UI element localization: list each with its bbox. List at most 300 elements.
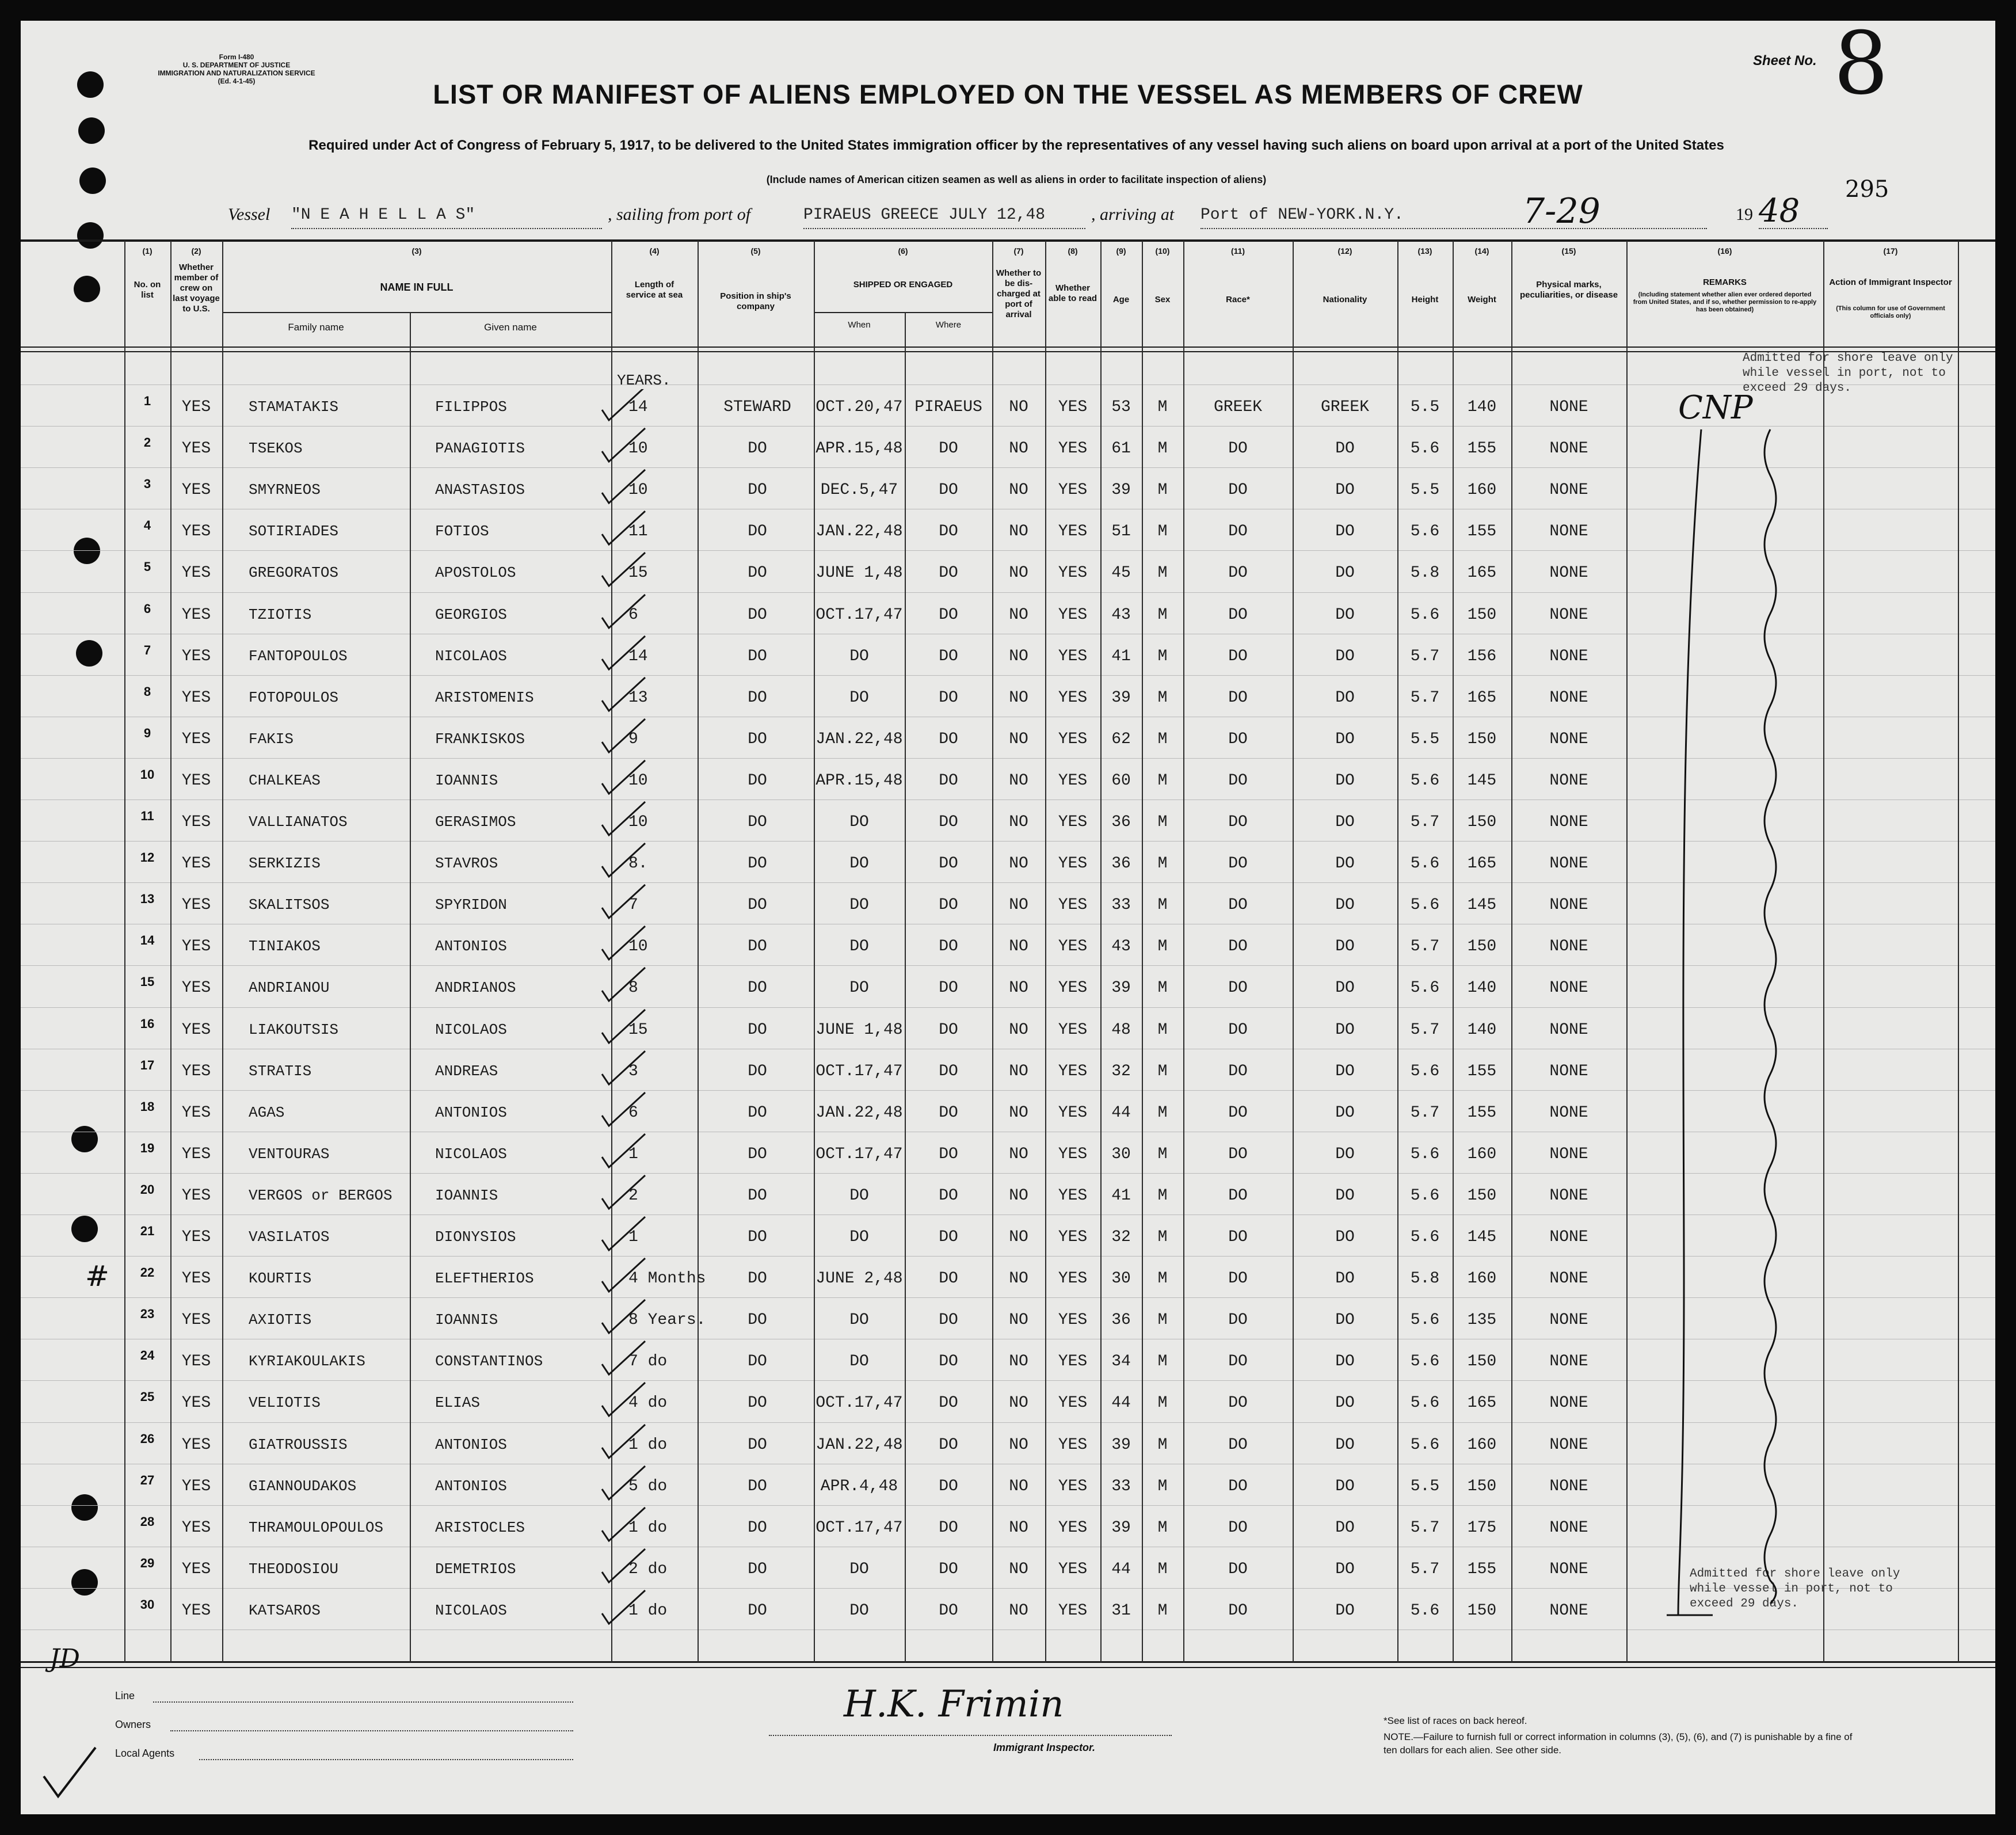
col-divider xyxy=(1958,241,1959,1662)
cell-given: FOTIOS xyxy=(435,523,489,540)
cell-marks: NONE xyxy=(1549,1436,1588,1454)
cell-sex: M xyxy=(1157,689,1168,707)
cell-given: FRANKISKOS xyxy=(435,730,525,748)
cell-where: DO xyxy=(939,481,958,499)
row-rule xyxy=(21,384,1995,385)
cell-no: 27 xyxy=(140,1473,155,1487)
cell-discharged: NO xyxy=(1009,564,1028,582)
cell-when: DO xyxy=(849,813,869,831)
cell-service: 10 xyxy=(628,938,648,955)
cell-weight: 145 xyxy=(1467,772,1497,790)
form-edition: (Ed. 4-1-45) xyxy=(218,77,256,85)
cell-age: 39 xyxy=(1111,1436,1131,1454)
cell-race: DO xyxy=(1228,1311,1248,1329)
vessel-port: PIRAEUS GREECE JULY 12,48 xyxy=(803,206,1046,224)
cell-position: DO xyxy=(748,1519,767,1537)
col6-header: SHIPPED OR ENGAGED xyxy=(853,280,953,290)
cell-when: DO xyxy=(849,979,869,997)
cell-read: YES xyxy=(1058,1021,1088,1039)
cell-age: 39 xyxy=(1111,979,1131,997)
cell-crew: YES xyxy=(181,648,211,665)
cell-when: DO xyxy=(849,1353,869,1370)
cell-weight: 165 xyxy=(1467,855,1497,873)
cell-crew: YES xyxy=(181,1021,211,1039)
cell-where: DO xyxy=(939,979,958,997)
cell-weight: 165 xyxy=(1467,689,1497,707)
cell-crew: YES xyxy=(181,1436,211,1454)
vessel-line xyxy=(228,191,1897,233)
cell-discharged: NO xyxy=(1009,1187,1028,1205)
cell-service: 4 Months xyxy=(628,1270,706,1288)
cell-when: JUNE 2,48 xyxy=(815,1270,903,1288)
cell-when: APR.4,48 xyxy=(820,1478,898,1495)
cell-position: DO xyxy=(748,1311,767,1329)
cell-no: 14 xyxy=(140,933,155,947)
cell-when: DO xyxy=(849,855,869,873)
cell-marks: NONE xyxy=(1549,896,1588,914)
cell-weight: 160 xyxy=(1467,1270,1497,1288)
col2-number: (2) xyxy=(191,246,201,256)
inspector-label: Immigrant Inspector. xyxy=(993,1742,1096,1753)
cell-marks: NONE xyxy=(1549,1519,1588,1537)
cell-nationality: DO xyxy=(1335,730,1355,748)
cell-race: DO xyxy=(1228,1436,1248,1454)
cell-when: OCT.17,47 xyxy=(815,606,903,624)
cell-nationality: DO xyxy=(1335,1063,1355,1080)
cell-read: YES xyxy=(1058,1270,1088,1288)
cell-where: DO xyxy=(939,606,958,624)
cell-discharged: NO xyxy=(1009,440,1028,458)
cell-discharged: NO xyxy=(1009,398,1028,416)
col16-header: REMARKS xyxy=(1703,277,1747,287)
cell-service: 2 xyxy=(628,1187,638,1205)
cell-given: NICOLAOS xyxy=(435,1602,507,1619)
cell-family: GIANNOUDAKOS xyxy=(249,1478,357,1495)
checkmark xyxy=(602,511,645,545)
cell-height: 5.5 xyxy=(1410,398,1440,416)
checkmark xyxy=(602,1425,645,1458)
cell-nationality: DO xyxy=(1335,1436,1355,1454)
cell-marks: NONE xyxy=(1549,1311,1588,1329)
cell-weight: 160 xyxy=(1467,1145,1497,1163)
cell-sex: M xyxy=(1157,938,1168,955)
form-department: U. S. DEPARTMENT OF JUSTICE xyxy=(182,61,291,69)
cell-no: 12 xyxy=(140,850,155,865)
cell-height: 5.8 xyxy=(1410,564,1440,582)
cell-service: 10 xyxy=(628,772,648,790)
cell-crew: YES xyxy=(181,1187,211,1205)
cell-family: SMYRNEOS xyxy=(249,481,321,498)
cell-sex: M xyxy=(1157,398,1168,416)
cell-discharged: NO xyxy=(1009,855,1028,873)
cell-read: YES xyxy=(1058,1519,1088,1537)
cell-given: NICOLAOS xyxy=(435,1021,507,1038)
cell-when: JAN.22,48 xyxy=(815,1104,903,1122)
cell-race: DO xyxy=(1228,1270,1248,1288)
col15-number: (15) xyxy=(1561,246,1576,256)
cell-no: 17 xyxy=(140,1058,155,1072)
cell-where: DO xyxy=(939,1602,958,1620)
cell-discharged: NO xyxy=(1009,1063,1028,1080)
cell-position: DO xyxy=(748,730,767,748)
cell-position: DO xyxy=(748,440,767,458)
cell-height: 5.6 xyxy=(1410,440,1440,458)
cell-age: 48 xyxy=(1111,1021,1131,1039)
cell-height: 5.7 xyxy=(1410,648,1440,665)
cell-given: ARISTOMENIS xyxy=(435,689,534,706)
cell-discharged: NO xyxy=(1009,730,1028,748)
cell-no: 5 xyxy=(143,559,151,574)
cell-discharged: NO xyxy=(1009,1270,1028,1288)
cell-height: 5.6 xyxy=(1410,606,1440,624)
cell-sex: M xyxy=(1157,1436,1168,1454)
cell-race: DO xyxy=(1228,481,1248,499)
cell-family: TINIAKOS xyxy=(249,938,321,955)
cell-crew: YES xyxy=(181,772,211,790)
cell-service: 8 xyxy=(628,979,638,997)
col7-number: (7) xyxy=(1013,246,1024,256)
cell-weight: 155 xyxy=(1467,1063,1497,1080)
cell-family: KATSAROS xyxy=(249,1602,321,1619)
penalty-note: NOTE.—Failure to furnish full or correct information in columns (3), (5), (6), and (7) is punishable by a fine of ten dollars for each alien. See other side. xyxy=(1384,1731,1853,1756)
cell-where: DO xyxy=(939,1063,958,1080)
form-number: Form I-480 xyxy=(219,53,254,61)
vessel-arriving-label: , arriving at xyxy=(1091,205,1175,224)
cell-nationality: DO xyxy=(1335,606,1355,624)
col4-number: (4) xyxy=(649,246,660,256)
cell-when: DO xyxy=(849,1187,869,1205)
cell-no: 20 xyxy=(140,1182,155,1197)
cell-when: DO xyxy=(849,1311,869,1329)
cell-read: YES xyxy=(1058,1104,1088,1122)
cell-discharged: NO xyxy=(1009,1145,1028,1163)
cell-service: 10 xyxy=(628,481,648,499)
col4-header: Length of service at sea xyxy=(626,280,683,300)
remarks-bracket-lines xyxy=(1644,418,1874,1667)
cell-weight: 155 xyxy=(1467,1560,1497,1578)
cell-nationality: DO xyxy=(1335,689,1355,707)
cell-age: 41 xyxy=(1111,1187,1131,1205)
cell-sex: M xyxy=(1157,1519,1168,1537)
table-header-rule xyxy=(21,347,1995,348)
cell-nationality: GREEK xyxy=(1320,398,1369,416)
cell-sex: M xyxy=(1157,1560,1168,1578)
cell-sex: M xyxy=(1157,1394,1168,1412)
shipped-subheader-rule xyxy=(814,312,992,313)
cell-marks: NONE xyxy=(1549,1063,1588,1080)
cell-service: 8. xyxy=(628,855,648,873)
punch-hole xyxy=(77,222,104,249)
cell-crew: YES xyxy=(181,1145,211,1163)
cell-family: GREGORATOS xyxy=(249,564,339,581)
cell-when: DO xyxy=(849,1602,869,1620)
cell-given: SPYRIDON xyxy=(435,896,507,913)
cell-nationality: DO xyxy=(1335,1021,1355,1039)
col13-number: (13) xyxy=(1417,246,1432,256)
cell-crew: YES xyxy=(181,523,211,540)
cell-nationality: DO xyxy=(1335,938,1355,955)
cell-crew: YES xyxy=(181,1311,211,1329)
cell-read: YES xyxy=(1058,979,1088,997)
cell-given: DEMETRIOS xyxy=(435,1560,516,1578)
cell-nationality: DO xyxy=(1335,979,1355,997)
col14-header: Weight xyxy=(1468,295,1496,304)
checkmark xyxy=(602,428,645,462)
cell-sex: M xyxy=(1157,855,1168,873)
cell-family: VERGOS or BERGOS xyxy=(249,1187,392,1204)
cell-service: 10 xyxy=(628,813,648,831)
cell-given: ANTONIOS xyxy=(435,1436,507,1453)
cell-sex: M xyxy=(1157,813,1168,831)
cell-read: YES xyxy=(1058,1187,1088,1205)
cell-given: ANTONIOS xyxy=(435,1478,507,1495)
checkmark xyxy=(602,968,645,1001)
cell-position: DO xyxy=(748,689,767,707)
cell-no: 19 xyxy=(140,1141,155,1155)
cell-age: 60 xyxy=(1111,772,1131,790)
vessel-year: 48 xyxy=(1759,192,1800,230)
cell-no: 28 xyxy=(140,1514,155,1529)
footer-checkmark xyxy=(38,1742,101,1805)
cell-position: DO xyxy=(748,1602,767,1620)
checkmark xyxy=(602,1258,645,1292)
cell-service: 4 do xyxy=(628,1394,668,1412)
checkmark xyxy=(602,1383,645,1416)
cell-nationality: DO xyxy=(1335,1560,1355,1578)
shore-leave-stamp-bottom: Admitted for shore leave only while vessel in port, not to exceed 29 days. xyxy=(1690,1567,1900,1611)
cell-where: DO xyxy=(939,1436,958,1454)
col1-header: No. on list xyxy=(134,280,161,300)
punch-hole xyxy=(71,1216,98,1242)
cell-age: 39 xyxy=(1111,1519,1131,1537)
col12-header: Nationality xyxy=(1323,295,1367,304)
checkmark xyxy=(602,1590,645,1624)
cell-given: CONSTANTINOS xyxy=(435,1353,543,1370)
cell-sex: M xyxy=(1157,772,1168,790)
cell-height: 5.7 xyxy=(1410,689,1440,707)
cell-discharged: NO xyxy=(1009,1478,1028,1495)
cell-height: 5.5 xyxy=(1410,481,1440,499)
footer-line-label: Line xyxy=(115,1690,135,1701)
cell-family: AXIOTIS xyxy=(249,1311,312,1328)
cell-position: DO xyxy=(748,481,767,499)
cell-where: DO xyxy=(939,938,958,955)
cell-marks: NONE xyxy=(1549,979,1588,997)
cell-height: 5.7 xyxy=(1410,938,1440,955)
sheet-number xyxy=(1753,53,1817,69)
cell-nationality: DO xyxy=(1335,1228,1355,1246)
cell-discharged: NO xyxy=(1009,1394,1028,1412)
cell-where: DO xyxy=(939,855,958,873)
cell-service: 13 xyxy=(628,689,648,707)
cell-service: 5 do xyxy=(628,1478,668,1495)
cell-no: 11 xyxy=(140,809,154,823)
cell-crew: YES xyxy=(181,1394,211,1412)
cell-weight: 140 xyxy=(1467,398,1497,416)
cell-family: SOTIRIADES xyxy=(249,523,339,540)
cell-race: DO xyxy=(1228,440,1248,458)
cell-age: 45 xyxy=(1111,564,1131,582)
cell-read: YES xyxy=(1058,440,1088,458)
cell-race: DO xyxy=(1228,1187,1248,1205)
cell-service: 11 xyxy=(628,523,648,540)
cell-no: 8 xyxy=(143,684,151,699)
table-top-rule xyxy=(21,239,1995,242)
cell-where: DO xyxy=(939,564,958,582)
cell-age: 36 xyxy=(1111,855,1131,873)
cell-nationality: DO xyxy=(1335,1145,1355,1163)
cell-service: 1 do xyxy=(628,1602,668,1620)
punch-hole xyxy=(74,276,100,302)
cell-weight: 160 xyxy=(1467,481,1497,499)
cell-sex: M xyxy=(1157,1311,1168,1329)
cell-when: JAN.22,48 xyxy=(815,730,903,748)
cell-age: 39 xyxy=(1111,689,1131,707)
cell-family: CHALKEAS xyxy=(249,772,321,789)
cell-crew: YES xyxy=(181,689,211,707)
manifest-page xyxy=(21,21,1995,1814)
cell-where: DO xyxy=(939,1145,958,1163)
cell-given: STAVROS xyxy=(435,855,498,872)
cell-race: DO xyxy=(1228,689,1248,707)
cell-read: YES xyxy=(1058,938,1088,955)
cell-age: 44 xyxy=(1111,1394,1131,1412)
cell-sex: M xyxy=(1157,564,1168,582)
cell-where: DO xyxy=(939,1478,958,1495)
checkmark xyxy=(602,1507,645,1541)
cell-height: 5.7 xyxy=(1410,1021,1440,1039)
cell-age: 34 xyxy=(1111,1353,1131,1370)
cell-service: 7 do xyxy=(628,1353,668,1370)
cell-position: DO xyxy=(748,606,767,624)
cell-read: YES xyxy=(1058,1228,1088,1246)
cell-discharged: NO xyxy=(1009,1353,1028,1370)
cell-read: YES xyxy=(1058,730,1088,748)
cell-when: DO xyxy=(849,648,869,665)
cell-position: DO xyxy=(748,1145,767,1163)
cell-marks: NONE xyxy=(1549,1270,1588,1288)
cell-family: THRAMOULOPOULOS xyxy=(249,1519,384,1536)
cell-race: DO xyxy=(1228,730,1248,748)
cell-family: FOTOPOULOS xyxy=(249,689,339,706)
cell-no: 29 xyxy=(140,1556,155,1570)
cell-where: DO xyxy=(939,813,958,831)
cell-race: DO xyxy=(1228,564,1248,582)
cell-no: 1 xyxy=(143,394,151,408)
cell-marks: NONE xyxy=(1549,1394,1588,1412)
cell-age: 44 xyxy=(1111,1560,1131,1578)
col10-header: Sex xyxy=(1154,295,1171,304)
cell-where: DO xyxy=(939,772,958,790)
cell-sex: M xyxy=(1157,730,1168,748)
cell-given: PANAGIOTIS xyxy=(435,440,525,457)
cell-marks: NONE xyxy=(1549,1145,1588,1163)
cell-position: DO xyxy=(748,1560,767,1578)
cell-height: 5.6 xyxy=(1410,1228,1440,1246)
footer-agents-label: Local Agents xyxy=(115,1748,175,1759)
cell-discharged: NO xyxy=(1009,772,1028,790)
cell-read: YES xyxy=(1058,1436,1088,1454)
cell-where: DO xyxy=(939,1560,958,1578)
cell-service: 8 Years. xyxy=(628,1311,706,1329)
cell-read: YES xyxy=(1058,606,1088,624)
years-header: YEARS. xyxy=(617,372,671,389)
cell-read: YES xyxy=(1058,1353,1088,1370)
cell-service: 2 do xyxy=(628,1560,668,1578)
cell-age: 33 xyxy=(1111,1478,1131,1495)
cell-nationality: DO xyxy=(1335,1394,1355,1412)
checkmark xyxy=(602,470,645,503)
cell-read: YES xyxy=(1058,772,1088,790)
cell-read: YES xyxy=(1058,896,1088,914)
cell-position: DO xyxy=(748,523,767,540)
cell-marks: NONE xyxy=(1549,1187,1588,1205)
col17-note: (This column for use of Government officials only) xyxy=(1836,305,1945,319)
cell-service: 7 xyxy=(628,896,638,914)
inspector-signature: H.K. Frimin xyxy=(844,1683,1064,1726)
cell-sex: M xyxy=(1157,648,1168,665)
cell-crew: YES xyxy=(181,1270,211,1288)
cell-service: 3 xyxy=(628,1063,638,1080)
cell-given: DIONYSIOS xyxy=(435,1228,516,1246)
cell-where: DO xyxy=(939,730,958,748)
cell-crew: YES xyxy=(181,1228,211,1246)
cell-crew: YES xyxy=(181,564,211,582)
cell-service: 1 xyxy=(628,1228,638,1246)
cell-where: DO xyxy=(939,1187,958,1205)
cell-position: DO xyxy=(748,648,767,665)
cell-where: DO xyxy=(939,896,958,914)
cell-read: YES xyxy=(1058,648,1088,665)
cell-given: GEORGIOS xyxy=(435,606,507,623)
cell-no: 21 xyxy=(140,1224,155,1238)
cell-read: YES xyxy=(1058,855,1088,873)
cell-age: 36 xyxy=(1111,1311,1131,1329)
cell-weight: 150 xyxy=(1467,938,1497,955)
punch-hole xyxy=(71,1494,98,1521)
table-bottom-rule2 xyxy=(21,1667,1995,1668)
cell-where: DO xyxy=(939,1228,958,1246)
checkmark xyxy=(602,926,645,960)
cell-given: IOANNIS xyxy=(435,772,498,789)
cell-family: VELIOTIS xyxy=(249,1394,321,1411)
col8-number: (8) xyxy=(1068,246,1078,256)
cell-read: YES xyxy=(1058,1394,1088,1412)
cell-sex: M xyxy=(1157,1478,1168,1495)
cell-given: APOSTOLOS xyxy=(435,564,516,581)
cell-crew: YES xyxy=(181,1478,211,1495)
cell-crew: YES xyxy=(181,1560,211,1578)
cell-sex: M xyxy=(1157,1228,1168,1246)
cell-nationality: DO xyxy=(1335,1104,1355,1122)
cell-age: 39 xyxy=(1111,481,1131,499)
cell-marks: NONE xyxy=(1549,564,1588,582)
cell-family: VASILATOS xyxy=(249,1228,330,1246)
col17-header: Action of Immigrant Inspector xyxy=(1829,277,1952,287)
col2-header: Whether member of crew on last voyage to U.S. xyxy=(173,262,220,314)
cell-sex: M xyxy=(1157,1104,1168,1122)
cell-service: 10 xyxy=(628,440,648,458)
cell-discharged: NO xyxy=(1009,689,1028,707)
cell-weight: 175 xyxy=(1467,1519,1497,1537)
cell-weight: 155 xyxy=(1467,1104,1497,1122)
form-service: IMMIGRATION AND NATURALIZATION SERVICE xyxy=(158,69,315,77)
cell-height: 5.6 xyxy=(1410,772,1440,790)
cell-read: YES xyxy=(1058,1311,1088,1329)
col3-header: NAME IN FULL xyxy=(380,281,453,293)
cell-race: DO xyxy=(1228,1394,1248,1412)
cell-where: DO xyxy=(939,1021,958,1039)
